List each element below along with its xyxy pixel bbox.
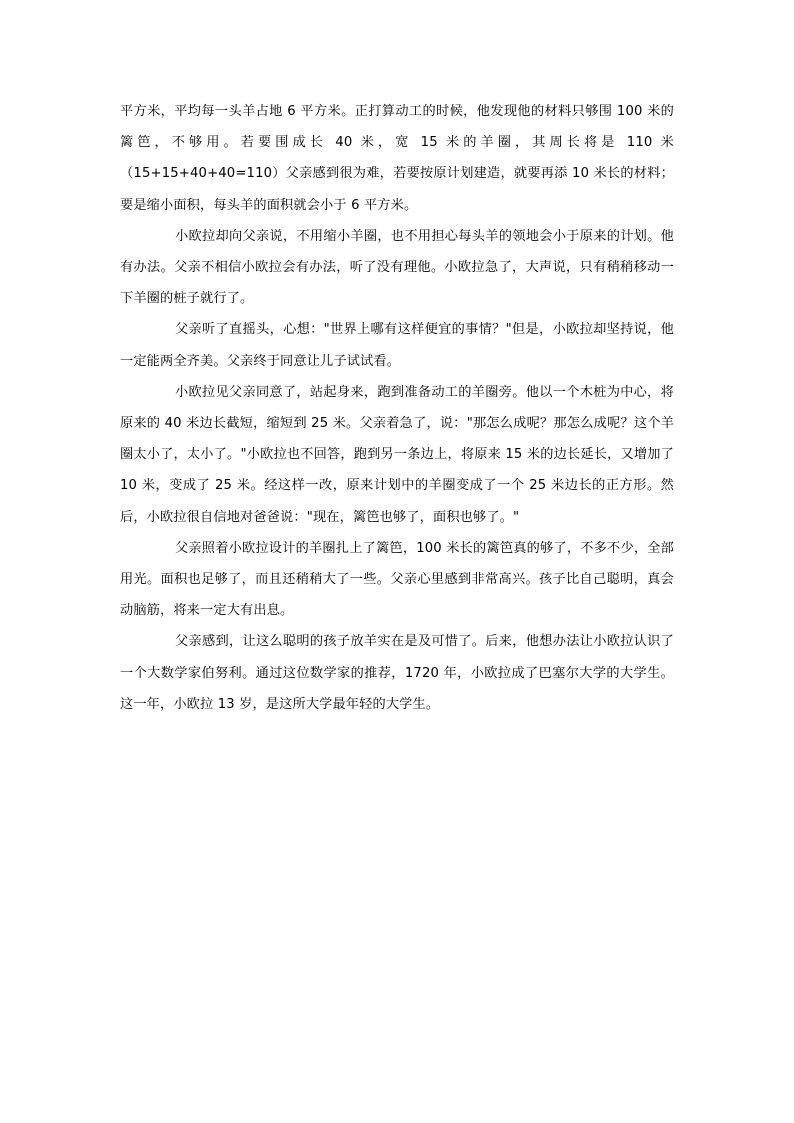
paragraph-4: 小欧拉见父亲同意了，站起身来，跑到准备动工的羊圈旁。他以一个木桩为中心，将原来的 40 米边长截短，缩短到 25 米。父亲着急了，说："那怎么成呢？那怎么成呢？这个羊圈太小了，太小了。"小欧拉也不回答，跑到另一条边上，将原来 15 米的边长延长，又增加了 10 米，变成了 25 米。经这样一改，原来计划中的羊圈变成了一个 25 米边长的正方形。然后，小欧拉很自信地对爸爸说："现在，篱笆也够了，面积也够了。" xyxy=(120,384,674,525)
paragraph-2: 小欧拉却向父亲说，不用缩小羊圈，也不用担心每头羊的领地会小于原来的计划。他有办法。父亲不相信小欧拉会有办法，听了没有理他。小欧拉急了，大声说，只有稍稍移动一下羊圈的桩子就行了。 xyxy=(120,228,674,307)
document-page xyxy=(120,96,674,720)
paragraph-1: 平方米，平均每一头羊占地 6 平方米。正打算动工的时候，他发现他的材料只够围 100 米的篱笆，不够用。若要围成长 40 米，宽 15 米的羊圈，其周长将是 110 米（15+15+40+40=110）父亲感到很为难，若要按原计划建造，就要再添 10 米长的材料；要是缩小面积，每头羊的面积就会小于 6 平方米。 xyxy=(120,104,674,213)
paragraph-5: 父亲照着小欧拉设计的羊圈扎上了篱笆，100 米长的篱笆真的够了，不多不少，全部用光。面积也足够了，而且还稍稍大了一些。父亲心里感到非常高兴。孩子比自己聪明，真会动脑筋，将来一定大有出息。 xyxy=(120,540,674,619)
paragraph-6: 父亲感到，让这么聪明的孩子放羊实在是及可惜了。后来，他想办法让小欧拉认识了一个大数学家伯努利。通过这位数学家的推荐，1720 年，小欧拉成了巴塞尔大学的大学生。这一年，小欧拉 13 岁，是这所大学最年轻的大学生。 xyxy=(120,634,674,712)
paragraph-3: 父亲听了直摇头，心想："世界上哪有这样便宜的事情？"但是，小欧拉却坚持说，他一定能两全齐美。父亲终于同意让儿子试试看。 xyxy=(120,322,674,369)
